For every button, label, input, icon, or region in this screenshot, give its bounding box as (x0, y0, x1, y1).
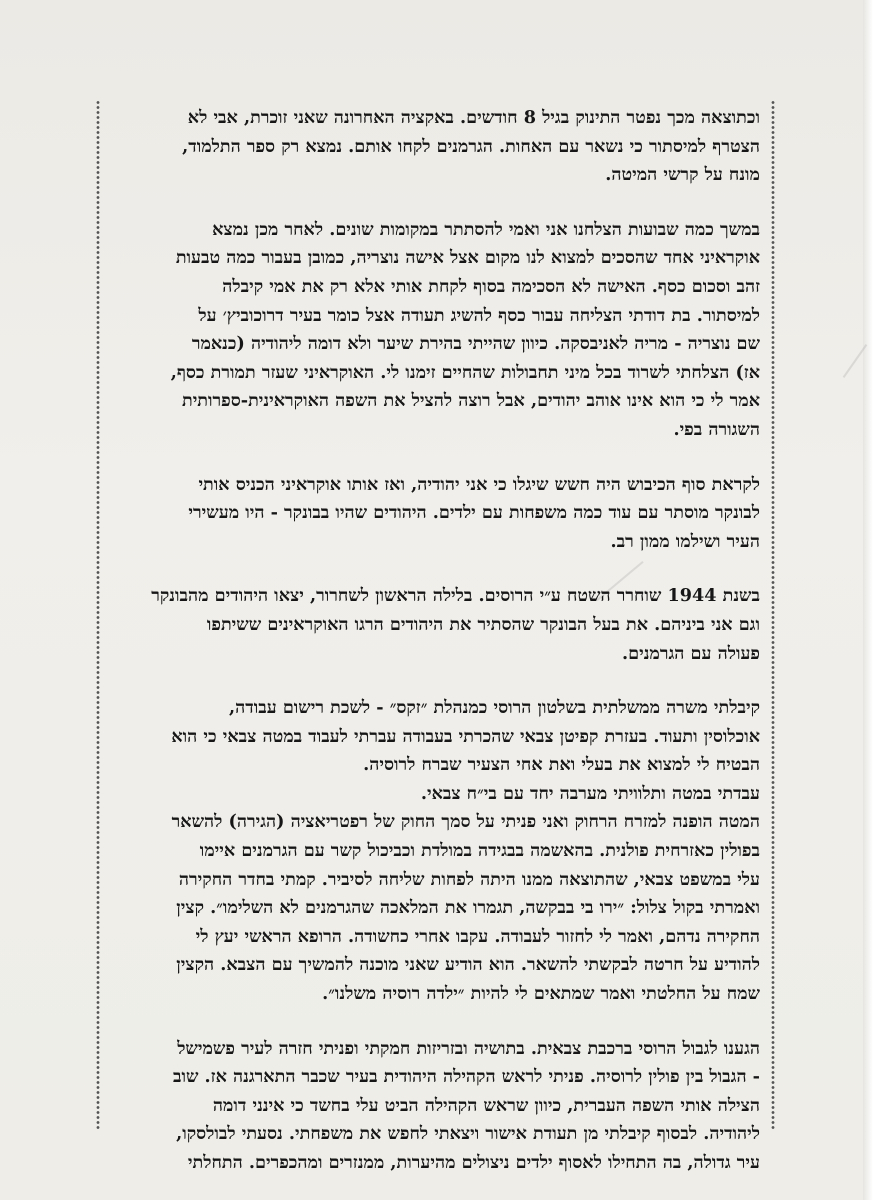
text-line: המטה הופנה למזרח הרחוק ואני פניתי על סמך החוק של רפטריאציה (הגירה) להשאר (171, 811, 760, 833)
paragraph-5 (110, 694, 760, 1009)
text-line: החקירה נדהם, ואמר לי לחזור לעבודה. עקבו אחרי כחשודה. הרופא הראשי יעץ לי (195, 925, 760, 947)
text-line: למיסתור. בת דודתי הצליחה עבור כסף להשיג תעודה אצל כומר בעיר דרוכוביץ׳ על (198, 304, 760, 326)
text-line: זהב וסכום כסף. האישה לא הסכימה בסוף לקחת אותי אלא רק את אמי קיבלה (222, 275, 760, 297)
text-line: עיר גדולה, בה התחילו לאסוף ילדים ניצולים מהיערות, ממנזרים ומהכפרים. התחלתי (187, 1152, 760, 1173)
paragraph-3 (110, 471, 760, 557)
paragraph-6 (110, 1035, 760, 1178)
paragraph-1 (110, 104, 760, 190)
text-line: להודיע על חרטה לבקשתי להשאר. הוא הודיע שאני מוכנה להמשיך עם הצבא. הקצין (176, 954, 760, 976)
text-line: הצילה אותי השפה העברית, כיוון שראש הקהילה הביט עלי בחשד כי אינני דומה (212, 1094, 760, 1116)
text-line: הצטרף למיסתור כי נשאר עם האחות. הגרמנים לקחו אותם. נמצא רק ספר התלמוד, (182, 135, 760, 157)
text-line: לקראת סוף הכיבוש היה חשש שיגלו כי אני יהודיה, ואז אותו אוקראיני הכניס אותי (198, 473, 760, 495)
text-line: ליהודיה. לבסוף קיבלתי מן תעודת אישור ויצאתי לחפש את משפחתי. נסעתי לבולסקו, (176, 1123, 760, 1145)
document-body (110, 104, 760, 1178)
text-line: אוקראיני אחד שהסכים למצוא לנו מקום אצל אישה נוצריה, כמובן בעבור כמה טבעות (175, 247, 760, 269)
text-line: הבטיח לי למצוא את בעלי ואת אחי הצעיר שברח לרוסיה. (363, 754, 760, 776)
text-line: אז) הצלחתי לשרוד בכל מיני תחבולות שהחיים זימנו לי. האוקראיני שעזר תמורת כסף, (170, 361, 760, 383)
text-line: בפולין כאזרחית פולנית. בהאשמה בבגידה במולדת וכביכול קשר עם הגרמנים איימו (199, 840, 760, 862)
text-line: שמח על החלטתי ואמר שמתאים לי להיות ״ילדה רוסיה משלנו״. (322, 983, 760, 1005)
text-line: הגענו לגבול הרוסי ברכבת צבאית. בתושיה ובזריזות חמקתי ופניתי חזרה לעיר פשמישל (177, 1037, 760, 1059)
text-line: עבדתי במטה ותלוויתי מערבה יחד עם בי״ח צבאי. (420, 782, 760, 804)
text-line: אמר לי כי הוא אינו אוהב יהודים, אבל רוצה להציל את השפה האוקראינית-ספרותית (181, 390, 760, 412)
text-line: מונח על קרשי המיטה. (605, 164, 760, 186)
text-line: בשנת 1944 שוחרר השטח ע״י הרוסים. בלילה הראשון לשחרור, יצאו היהודים מהבונקר (151, 585, 760, 607)
text-line: לבונקר מוסתר עם עוד כמה משפחות עם ילדים. היהודים שהיו בבונקר - היו מעשירי (188, 502, 760, 524)
text-line: פעולה עם הגרמנים. (621, 642, 760, 664)
text-line: וגם אני ביניהם. את בעל הבונקר שהסתיר את היהודים הרגו האוקראינים ששיתפו (206, 613, 760, 635)
text-line: העיר ושילמו ממון רב. (610, 530, 760, 552)
page-edge (863, 0, 873, 1200)
text-line: וכתוצאה מכך נפטר התינוק בגיל 8 חודשים. באקציה האחרונה שאני זוכרת, אבי לא (187, 107, 760, 128)
text-line: קיבלתי משרה ממשלתית בשלטון הרוסי כמנהלת ״זקס״ - לשכת רישום עבודה, (229, 697, 760, 719)
text-line: עלי במשפט צבאי, שהתוצאה ממנו היתה לפחות שליחה לסיביר. קמתי בחדר החקירה (178, 868, 760, 890)
decorative-border-right (770, 100, 776, 1130)
text-line: אוכלוסין ותעוד. בעזרת קפיטן צבאי שהכרתי בעבודה עברתי לעבוד במטה צבאי כי הוא (171, 725, 760, 747)
text-line: במשך כמה שבועות הצלחנו אני ואמי להסתתר במקומות שונים. לאחר מכן נמצא (212, 218, 760, 240)
decorative-border-left (95, 100, 101, 1130)
text-line: השגורה בפי. (673, 418, 760, 440)
text-line: שם נוצריה - מריה לאניבסקה. כיוון שהייתי בהירת שיער ולא דומה ליהודיה (כנאמר (191, 333, 760, 355)
paragraph-2 (110, 216, 760, 445)
paragraph-4 (110, 582, 760, 668)
text-line: ואמרתי בקול צלול: ״ירו בי בבקשה, תגמרו את המלאכה שהגרמנים לא השלימו״. קצין (176, 897, 760, 919)
text-line: - הגבול בין פולין לרוסיה. פניתי לראש הקהילה היהודית בעיר שכבר התארגנה אז. שוב (172, 1066, 760, 1088)
